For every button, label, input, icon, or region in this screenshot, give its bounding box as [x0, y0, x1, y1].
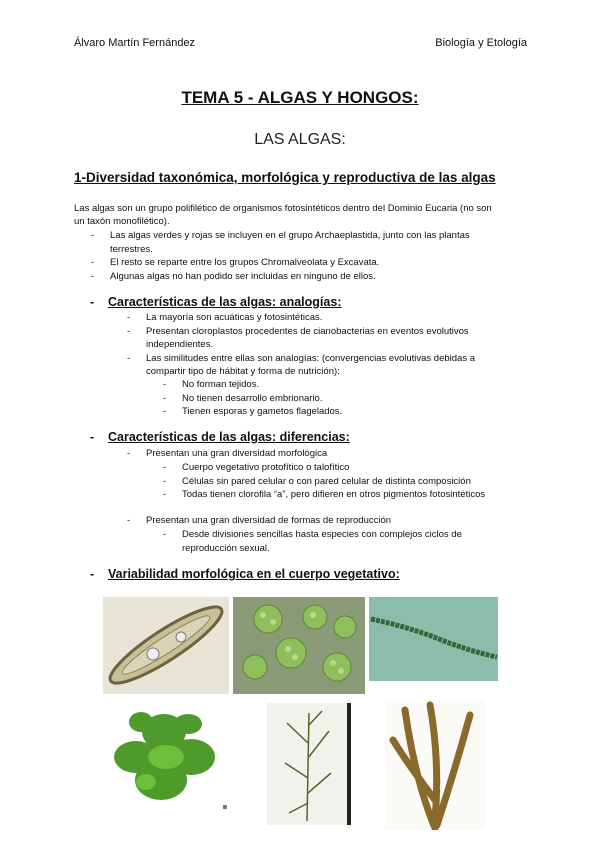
intro-paragraph	[74, 202, 530, 228]
filament-algae-image	[369, 597, 498, 681]
list-item: - Presentan una gran diversidad morfológica	[127, 448, 328, 459]
taxonomy-list	[91, 229, 530, 283]
list-item: - Todas tienen clorofila “a”, pero difieren en otros pigmentos fotosintéticos	[163, 489, 486, 500]
author-name: Álvaro Martín Fernández	[74, 37, 196, 49]
list-item: - Las similitudes entre ellas son analogías: (convergencias evolutivas debidas a compartir tipo de hábitat y forma de nutrición):	[127, 352, 475, 377]
page-subtitle: LAS ALGAS:	[254, 131, 346, 148]
image-marker	[223, 805, 227, 809]
diferencias-sublist-1	[163, 461, 542, 502]
list-item: - Desde divisiones sencillas hasta especies con complejos ciclos de reproducción sexual.	[163, 529, 462, 554]
diferencias-list	[127, 447, 536, 461]
list-item: - El resto se reparte entre los grupos Chromalveolata y Excavata.	[91, 257, 380, 268]
analogias-heading: Características de las algas: analogías:	[108, 295, 342, 309]
list-item: - No tienen desarrollo embrionario.	[163, 392, 323, 404]
branched-alga-image	[267, 703, 351, 825]
diferencias-list-2	[127, 514, 536, 528]
intro-line: Las algas son un grupo polifilético de organismos fotosintéticos dentro del Dominio Eucaria (no son	[74, 203, 492, 214]
colony-algae-image	[233, 597, 365, 694]
list-item: - No forman tejidos.	[163, 379, 260, 390]
list-item: - Presentan una gran diversidad de formas de reproducción	[127, 515, 392, 526]
diatom-image	[103, 597, 229, 694]
section-heading: 1-Diversidad taxonómica, morfológica y reproductiva de las algas	[74, 170, 496, 185]
list-item: - La mayoría son acuáticas y fotosintéticas.	[127, 312, 323, 323]
diferencias-heading: Características de las algas: diferencias:	[108, 430, 350, 444]
analogias-sublist	[163, 378, 532, 419]
subject-name: Biología y Etología	[435, 37, 527, 49]
green-alga-image	[106, 702, 221, 810]
list-item: - Algunas algas no han podido ser incluidas en ninguno de ellos.	[91, 270, 376, 282]
variabilidad-heading: Variabilidad morfológica en el cuerpo vegetativo:	[108, 567, 400, 581]
analogias-list	[127, 311, 536, 379]
intro-line: un taxón monofilético).	[74, 216, 170, 227]
list-item: - Tienen esporas y gametos flagelados.	[163, 406, 343, 417]
page-title: TEMA 5 - ALGAS Y HONGOS:	[181, 88, 419, 107]
list-item: - Cuerpo vegetativo protofítico o talofítico	[163, 462, 350, 473]
diferencias-sublist-2	[163, 528, 532, 555]
list-item: - Las algas verdes y rojas se incluyen en el grupo Archaeplastida, junto con las plantas terrestres.	[91, 230, 470, 255]
kelp-image	[385, 700, 485, 830]
list-item: - Células sin pared celular o con pared celular de distinta composición	[163, 475, 471, 487]
list-item: - Presentan cloroplastos procedentes de cianobacterias en eventos evolutivos independientes.	[127, 325, 469, 350]
